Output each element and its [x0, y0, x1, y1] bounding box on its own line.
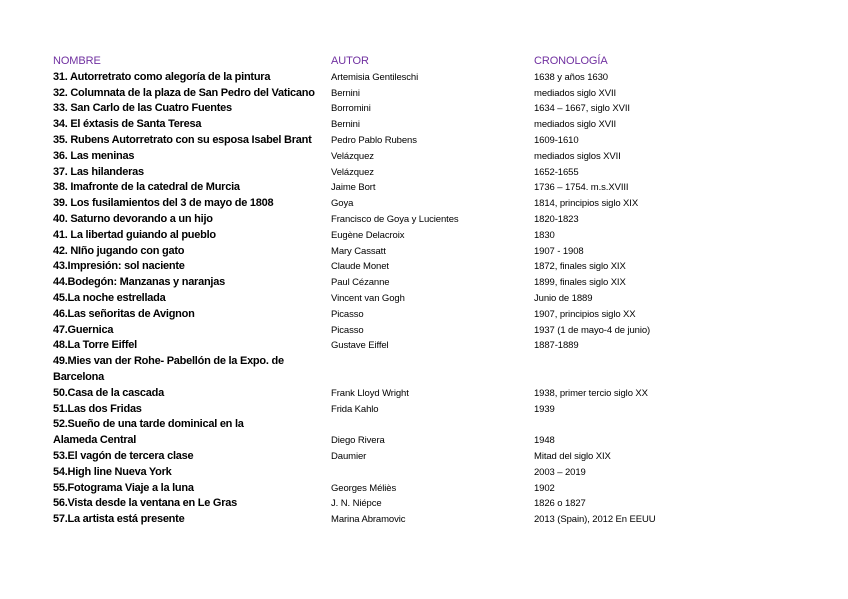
- table-row: [53, 481, 694, 497]
- table-row: [53, 70, 694, 86]
- artwork-chronology: 2013 (Spain), 2012 En EEUU: [534, 514, 656, 526]
- table-body: [53, 70, 694, 528]
- table-row: [53, 133, 694, 149]
- artwork-name: [53, 117, 331, 133]
- artwork-name-line: 51.Las dos Fridas: [53, 402, 142, 415]
- artwork-name: [53, 512, 331, 528]
- column-header-nombre: NOMBRE: [53, 55, 101, 67]
- artwork-chronology: 1937 (1 de mayo-4 de junio): [534, 324, 651, 336]
- artwork-chronology: 1939: [534, 403, 555, 415]
- artwork-chronology: 1872, finales siglo XIX: [534, 261, 626, 273]
- artwork-name: [53, 70, 331, 86]
- artwork-chronology: 1938, primer tercio siglo XX: [534, 387, 648, 399]
- table-row: [53, 244, 694, 260]
- artwork-author: Jaime Bort: [331, 182, 376, 194]
- artwork-author: J. N. Niépce: [331, 498, 382, 510]
- artwork-author: [331, 354, 534, 386]
- table-row: [53, 496, 694, 512]
- artwork-name-line: 38. Imafronte de la catedral de Murcia: [53, 181, 240, 194]
- artworks-table: [53, 54, 694, 528]
- artwork-name: [53, 338, 331, 354]
- artwork-author: Francisco de Goya y Lucientes: [331, 213, 459, 225]
- table-row: [53, 512, 694, 528]
- artwork-name-line: 57.La artista está presente: [53, 513, 185, 526]
- artwork-chronology: 1907 - 1908: [534, 245, 584, 257]
- artwork-name-line: 46.Las señoritas de Avignon: [53, 307, 195, 320]
- artwork-name-line: 53.El vagón de tercera clase: [53, 449, 194, 462]
- artwork-name: [53, 101, 331, 117]
- artwork-name-line: 41. La libertad guiando al pueblo: [53, 228, 216, 241]
- table-row: [53, 291, 694, 307]
- artwork-chronology: mediados siglo XVII: [534, 87, 617, 99]
- artwork-name-line: 31. Autorretrato como alegoría de la pintura: [53, 70, 271, 83]
- artwork-name: [53, 165, 331, 181]
- table-row: [53, 402, 694, 418]
- artwork-name: [53, 244, 331, 260]
- artwork-name: [53, 386, 331, 402]
- artwork-author: Velázquez: [331, 166, 374, 178]
- artwork-name-line: 48.La Torre Eiffel: [53, 339, 137, 352]
- artwork-chronology: 1887-1889: [534, 340, 579, 352]
- table-row: [53, 149, 694, 165]
- artwork-author: Marina Abramovic: [331, 514, 406, 526]
- artwork-name-line: 49.Mies van der Rohe- Pabellón de la Expo. de: [53, 355, 284, 368]
- table-row: [53, 101, 694, 117]
- artwork-name-line: 50.Casa de la cascada: [53, 386, 164, 399]
- table-row: [53, 386, 694, 402]
- artwork-chronology: Mitad del siglo XIX: [534, 450, 611, 462]
- artwork-author: Frida Kahlo: [331, 403, 379, 415]
- column-header-autor: AUTOR: [331, 55, 369, 67]
- artwork-chronology: 1652-1655: [534, 166, 579, 178]
- artwork-author: Gustave Eiffel: [331, 340, 389, 352]
- artwork-name: [53, 259, 331, 275]
- artwork-name-line: 34. El éxtasis de Santa Teresa: [53, 118, 202, 131]
- artwork-name-line: 45.La noche estrellada: [53, 291, 166, 304]
- table-row: [53, 180, 694, 196]
- artwork-name: [53, 465, 331, 481]
- artwork-name-line: 36. Las meninas: [53, 149, 135, 162]
- artwork-name-line: Barcelona: [53, 370, 104, 383]
- artwork-chronology: 1826 o 1827: [534, 498, 586, 510]
- artwork-name: [53, 180, 331, 196]
- artwork-name: [53, 291, 331, 307]
- table-row: [53, 165, 694, 181]
- table-row: [53, 449, 694, 465]
- table-row: [53, 86, 694, 102]
- artwork-chronology: 1609-1610: [534, 134, 579, 146]
- artwork-author: Velázquez: [331, 150, 374, 162]
- column-header-cronologia: CRONOLOGÍA: [534, 55, 608, 67]
- artwork-name: [53, 275, 331, 291]
- artwork-chronology: mediados siglos XVII: [534, 150, 621, 162]
- artwork-chronology: 1820-1823: [534, 213, 579, 225]
- artwork-author: Picasso: [331, 324, 364, 336]
- table-row: [53, 212, 694, 228]
- artwork-author: Bernini: [331, 87, 360, 99]
- artwork-name-line: 42. NIño jugando con gato: [53, 244, 185, 257]
- artwork-chronology: 1899, finales siglo XIX: [534, 277, 626, 289]
- artwork-author: Eugène Delacroix: [331, 229, 405, 241]
- artwork-name: [53, 133, 331, 149]
- artwork-author: Claude Monet: [331, 261, 389, 273]
- artwork-name-line: 44.Bodegón: Manzanas y naranjas: [53, 276, 225, 289]
- artwork-name: [53, 86, 331, 102]
- artwork-author: Vincent van Gogh: [331, 292, 405, 304]
- artwork-chronology: mediados siglo XVII: [534, 119, 617, 131]
- artwork-chronology: 1830: [534, 229, 555, 241]
- artwork-author: Mary Cassatt: [331, 245, 386, 257]
- artwork-name: [53, 496, 331, 512]
- artwork-name-line: 39. Los fusilamientos del 3 de mayo de 1808: [53, 197, 274, 210]
- artwork-chronology: 1902: [534, 482, 555, 494]
- artwork-name-line: 54.High line Nueva York: [53, 465, 172, 478]
- table-row: [53, 338, 694, 354]
- artwork-author: [331, 465, 534, 481]
- artwork-chronology: 2003 – 2019: [534, 466, 586, 478]
- artwork-name-line: 35. Rubens Autorretrato con su esposa Isabel Brant: [53, 133, 312, 146]
- artwork-name-line: Alameda Central: [53, 434, 137, 447]
- table-row: [53, 275, 694, 291]
- artwork-name: [53, 149, 331, 165]
- artwork-name: [53, 212, 331, 228]
- table-row: [53, 196, 694, 212]
- artwork-chronology: 1907, principios siglo XX: [534, 308, 636, 320]
- table-row: [53, 259, 694, 275]
- artwork-chronology: [534, 354, 694, 386]
- artwork-author: Daumier: [331, 450, 367, 462]
- table-row: [53, 323, 694, 339]
- artwork-name: [53, 354, 331, 386]
- artwork-name-line: 52.Sueño de una tarde dominical en la: [53, 418, 244, 431]
- artwork-chronology: 1948: [534, 435, 555, 447]
- artwork-chronology: Junio de 1889: [534, 292, 593, 304]
- artwork-chronology: 1736 – 1754. m.s.XVIII: [534, 182, 629, 194]
- table-row: [53, 417, 694, 449]
- artwork-chronology: 1814, principios siglo XIX: [534, 198, 639, 210]
- artwork-name: [53, 196, 331, 212]
- artwork-name-line: 56.Vista desde la ventana en Le Gras: [53, 497, 238, 510]
- artwork-author: Picasso: [331, 308, 364, 320]
- artwork-author: Borromini: [331, 103, 371, 115]
- table-row: [53, 228, 694, 244]
- table-row: [53, 117, 694, 133]
- artwork-author: Diego Rivera: [331, 435, 385, 447]
- table-row: [53, 465, 694, 481]
- artwork-author: Georges Méliès: [331, 482, 397, 494]
- artwork-name-line: 47.Guernica: [53, 323, 114, 336]
- table-row: [53, 354, 694, 386]
- artwork-name: [53, 228, 331, 244]
- artwork-name-line: 43.Impresión: sol naciente: [53, 260, 185, 273]
- artwork-author: Pedro Pablo Rubens: [331, 134, 417, 146]
- artwork-name: [53, 402, 331, 418]
- artwork-chronology: 1638 y años 1630: [534, 71, 608, 83]
- artwork-author: Bernini: [331, 119, 360, 131]
- artwork-author: Goya: [331, 198, 354, 210]
- artwork-name: [53, 481, 331, 497]
- artwork-name-line: 33. San Carlo de las Cuatro Fuentes: [53, 102, 232, 115]
- artwork-name: [53, 307, 331, 323]
- artwork-name: [53, 323, 331, 339]
- artwork-author: Paul Cézanne: [331, 277, 390, 289]
- artwork-author: Frank Lloyd Wright: [331, 387, 409, 399]
- artwork-name: [53, 417, 331, 449]
- header-row: [53, 54, 694, 70]
- artwork-author: Artemisia Gentileschi: [331, 71, 419, 83]
- table-row: [53, 307, 694, 323]
- artwork-name-line: 40. Saturno devorando a un hijo: [53, 212, 213, 225]
- artwork-name-line: 37. Las hilanderas: [53, 165, 144, 178]
- artwork-chronology: 1634 – 1667, siglo XVII: [534, 103, 630, 115]
- artwork-name: [53, 449, 331, 465]
- artwork-name-line: 32. Columnata de la plaza de San Pedro del Vaticano: [53, 86, 315, 99]
- artwork-name-line: 55.Fotograma Viaje a la luna: [53, 481, 194, 494]
